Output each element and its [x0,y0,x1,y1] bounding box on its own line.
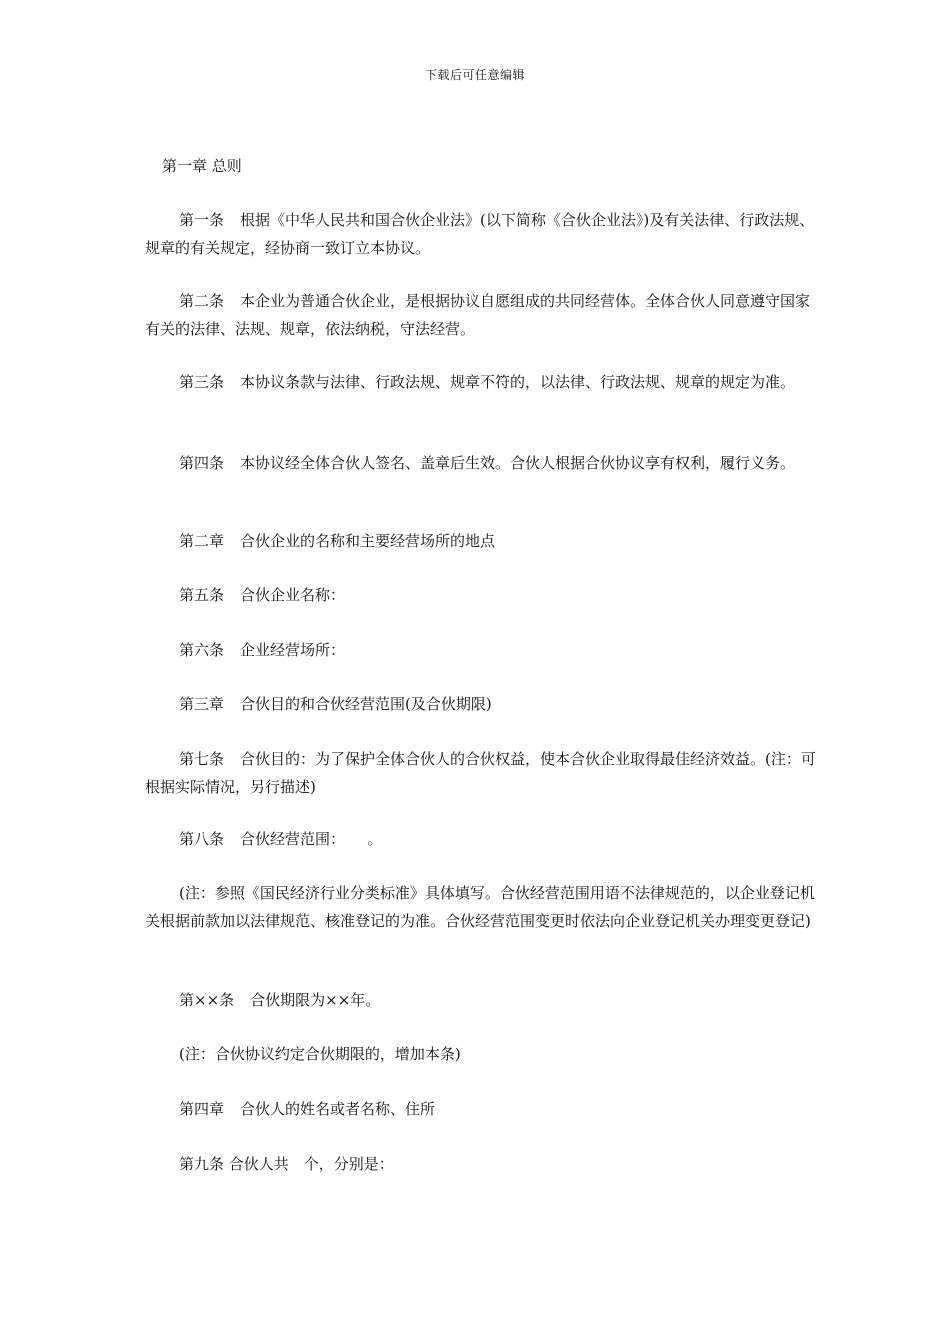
paragraph-label: 第四章 [179,1100,225,1118]
paragraph-text: 合伙经营范围： 。 [240,830,383,848]
paragraph-label: 第二条 [179,292,225,310]
scope-note [145,879,821,935]
article-5 [145,581,821,609]
paragraph-text: 合伙人的姓名或者名称、住所 [240,1100,436,1118]
paragraph-text: (注：合伙协议约定合伙期限的，增加本条) [179,1045,461,1063]
paragraph-text: (注：参照《国民经济行业分类标准》具体填写。合伙经营范围用语不法律规范的，以企业登记机关根据前款加以法律规范、核准登记的为准。合伙经营范围变更时依法向企业登记机关办理变更登记) [145,884,815,930]
paragraph-label: 第六条 [179,641,225,659]
paragraph-label: 第五条 [179,586,225,604]
paragraph-label: 第二章 [179,532,225,550]
article-9 [145,1150,821,1178]
chapter-4-heading [145,1095,821,1123]
paragraph-text: 本协议经全体合伙人签名、盖章后生效。合伙人根据合伙协议享有权利，履行义务。 [240,454,796,472]
paragraph-text: 总则 [211,157,242,175]
article-8 [145,825,821,853]
paragraph-text: 合伙目的和合伙经营范围(及合伙期限) [240,695,492,713]
article-7 [145,745,821,801]
paragraph-label: 第七条 [179,750,225,768]
article-term [145,986,821,1014]
paragraph-label: 第三条 [179,373,225,391]
chapter-1-heading [145,152,821,180]
paragraph-text: 企业经营场所： [240,641,346,659]
paragraph-text: 合伙企业名称： [240,586,346,604]
paragraph-text: 合伙期限为××年。 [250,991,381,1009]
paragraph-text: 根据《中华人民共和国合伙企业法》(以下简称《合伙企业法》)及有关法律、行政法规、规章的有关规定，经协商一致订立本协议。 [145,211,815,257]
chapter-3-heading [145,690,821,718]
paragraph-label: 第三章 [179,695,225,713]
paragraph-text: 本企业为普通合伙企业，是根据协议自愿组成的共同经营体。全体合伙人同意遵守国家有关的法律、法规、规章，依法纳税，守法经营。 [145,292,811,338]
article-2 [145,287,821,343]
paragraph-label: 第九条 [179,1155,225,1173]
paragraph-label: 第八条 [179,830,225,848]
term-note [145,1040,821,1068]
paragraph-label: 第一章 [162,157,208,175]
paragraph-text: 合伙目的：为了保护全体合伙人的合伙权益，使本合伙企业取得最佳经济效益。(注：可根据实际情况，另行描述) [145,750,816,796]
paragraph-text: 合伙企业的名称和主要经营场所的地点 [240,532,496,550]
paragraph-text: 本协议条款与法律、行政法规、规章不符的，以法律、行政法规、规章的规定为准。 [240,373,796,391]
paragraph-label: 第四条 [179,454,225,472]
paragraph-text: 合伙人共 个，分别是： [228,1155,394,1173]
article-3 [145,368,821,396]
page-header-note: 下载后可任意编辑 [424,68,525,82]
article-4 [145,449,821,477]
chapter-2-heading [145,527,821,555]
paragraph-label: 第××条 [179,991,235,1009]
article-6 [145,636,821,664]
paragraph-label: 第一条 [179,211,225,229]
article-1 [145,206,821,262]
